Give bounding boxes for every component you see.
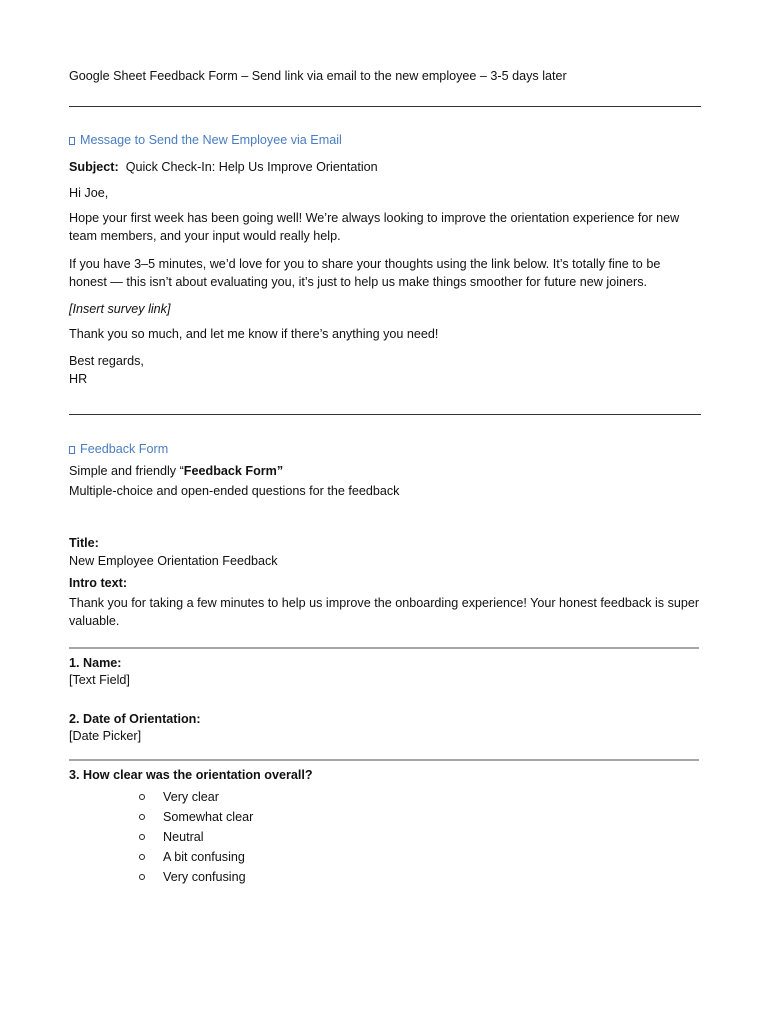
email-signature: HR (69, 372, 88, 386)
section-divider (69, 414, 701, 415)
circle-bullet-icon (139, 814, 145, 820)
email-thanks: Thank you so much, and let me know if there’s anything you need! (69, 327, 439, 341)
question-label: 3. How clear was the orientation overall? (69, 768, 313, 782)
email-greeting: Hi Joe, (69, 186, 109, 200)
intro-value: Thank you for taking a few minutes to help us improve the onboarding experience! Your honest feedback is super valuable. (69, 596, 700, 628)
document-header: Google Sheet Feedback Form – Send link via email to the new employee – 3-5 days later (69, 69, 567, 83)
form-name-bold: Feedback Form” (183, 464, 284, 478)
circle-bullet-icon (139, 794, 145, 800)
form-description-2: Multiple-choice and open-ended questions for the feedback (69, 484, 400, 498)
question-label: 1. Name: (69, 656, 122, 670)
form-description: Simple and friendly “Feedback Form” (69, 464, 284, 478)
answer-option: Somewhat clear (139, 807, 253, 827)
question-label: 2. Date of Orientation: (69, 712, 201, 726)
email-section-title: Message to Send the New Employee via Email (80, 133, 342, 147)
subject-value: Quick Check-In: Help Us Improve Orientation (125, 160, 378, 174)
document-icon (69, 137, 75, 145)
title-value: New Employee Orientation Feedback (69, 554, 278, 568)
circle-bullet-icon (139, 834, 145, 840)
circle-bullet-icon (139, 874, 145, 880)
answer-option: Very confusing (139, 867, 253, 887)
section-divider (69, 106, 701, 107)
survey-link-placeholder: [Insert survey link] (69, 302, 171, 316)
answer-option: Neutral (139, 827, 253, 847)
email-paragraph-1: Hope your first week has been going well! We’re always looking to improve the orientation experience for new team members, and your input would really help. (69, 211, 680, 243)
email-subject: Subject: Quick Check-In: Help Us Improve Orientation (69, 160, 378, 174)
email-paragraph-2: If you have 3–5 minutes, we’d love for you to share your thoughts using the link below. It’s totally fine to be honest — this isn’t about evaluating you, it’s just to help us make things smoother for future new joiners. (69, 257, 661, 289)
document-icon (69, 446, 75, 454)
form-section-heading (69, 440, 168, 458)
question-divider (69, 647, 699, 649)
question-field-placeholder: [Text Field] (69, 673, 130, 687)
intro-label: Intro text: (69, 576, 128, 590)
email-section-heading (69, 131, 342, 149)
answer-options-list (139, 787, 253, 887)
question-divider (69, 759, 699, 761)
subject-label: Subject (69, 160, 115, 174)
title-label: Title: (69, 536, 99, 550)
answer-option: A bit confusing (139, 847, 253, 867)
form-section-title: Feedback Form (80, 442, 169, 456)
email-signoff: Best regards, (69, 354, 144, 368)
circle-bullet-icon (139, 854, 145, 860)
question-field-placeholder: [Date Picker] (69, 729, 142, 743)
answer-option: Very clear (139, 787, 253, 807)
